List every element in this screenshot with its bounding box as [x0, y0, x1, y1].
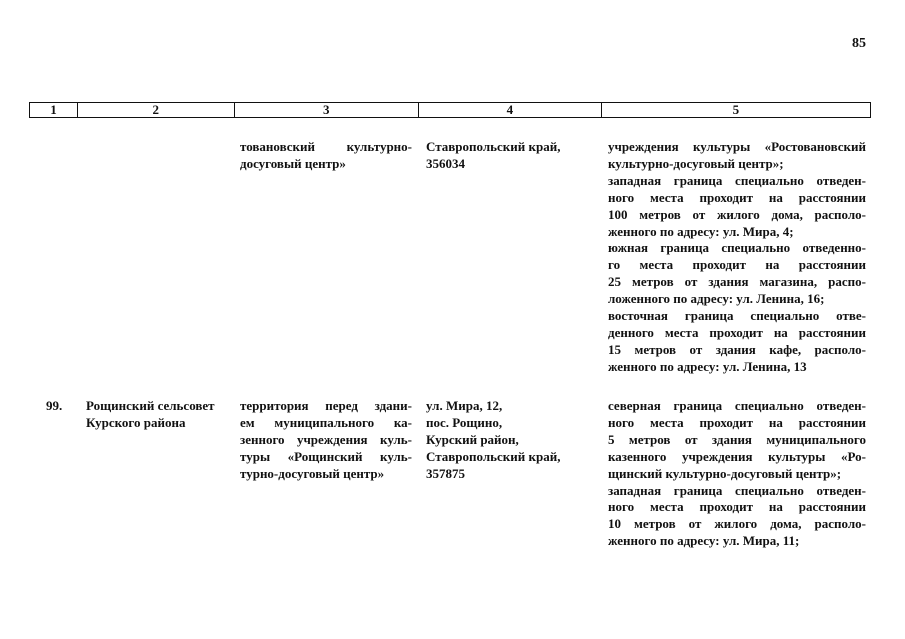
text-line: товановский культурно-	[240, 139, 412, 154]
text-line: пос. Рощино,	[426, 414, 503, 430]
text-line: 357875	[426, 465, 465, 481]
text-line: восточная граница специально отве-	[608, 308, 866, 324]
header-col-1: 1	[30, 103, 78, 117]
text-line: Ставропольский край,	[426, 448, 561, 464]
text-line: Рощинский сельсовет	[86, 398, 215, 413]
text-line: западная граница специально отведен-	[608, 172, 866, 188]
text-line: западная граница специально отведен-	[608, 482, 866, 498]
row-territory	[240, 139, 412, 173]
text-line: женного по адресу: ул. Ленина, 13	[608, 358, 807, 374]
text-line: денного места проходит на расстоянии	[608, 324, 866, 340]
text-line: 10 метров от жилого дома, располо-	[608, 516, 866, 532]
text-line: 15 метров от здания кафе, располо-	[608, 341, 866, 357]
row-description	[608, 139, 866, 376]
text-line: 5 метров от здания муниципального	[608, 431, 866, 447]
text-line: туры «Рощинский куль-	[240, 448, 412, 464]
text-line: го места проходит на расстоянии	[608, 257, 866, 273]
text-line: турно-досуговый центр»	[240, 465, 385, 481]
text-line: досуговый центр»	[240, 155, 346, 171]
row-territory	[240, 398, 412, 483]
text-line: ложенного по адресу: ул. Ленина, 16;	[608, 291, 825, 307]
text-line: территория перед здани-	[240, 398, 412, 413]
text-line: зенного учреждения куль-	[240, 431, 412, 447]
page-number: 85	[852, 36, 866, 51]
text-line: ного места проходит на расстоянии	[608, 189, 866, 205]
text-line: женного по адресу: ул. Мира, 11;	[608, 533, 800, 549]
row-address	[426, 398, 586, 483]
text-line: казенного учреждения культуры «Ро-	[608, 448, 866, 464]
header-col-3: 3	[235, 103, 420, 117]
table-header-row	[29, 102, 871, 118]
text-line: ем муниципального ка-	[240, 414, 412, 430]
text-line: Ставропольский край,	[426, 139, 561, 154]
text-line: 25 метров от здания магазина, распо-	[608, 274, 866, 290]
text-line: женного по адресу: ул. Мира, 4;	[608, 223, 794, 239]
header-col-5: 5	[732, 102, 740, 117]
text-line: северная граница специально отведен-	[608, 398, 866, 413]
text-line: ного места проходит на расстоянии	[608, 499, 866, 515]
row-number: 99.	[46, 398, 63, 413]
text-line: 100 метров от жилого дома, располо-	[608, 206, 866, 222]
header-col-2: 2	[78, 103, 235, 117]
row-name	[86, 398, 236, 432]
text-line: учреждения культуры «Ростовановский	[608, 139, 866, 154]
text-line: ного места проходит на расстоянии	[608, 414, 866, 430]
text-line: щинский культурно-досуговый центр»;	[608, 465, 842, 481]
text-line: 356034	[426, 155, 465, 171]
header-col-4: 4	[419, 103, 602, 117]
text-line: Курский район,	[426, 431, 519, 447]
row-address	[426, 139, 586, 173]
text-line: южная граница специально отведенно-	[608, 240, 866, 256]
text-line: культурно-досуговый центр»;	[608, 155, 784, 171]
text-line: ул. Мира, 12,	[426, 398, 503, 413]
row-description	[608, 398, 866, 550]
text-line: Курского района	[86, 414, 186, 430]
